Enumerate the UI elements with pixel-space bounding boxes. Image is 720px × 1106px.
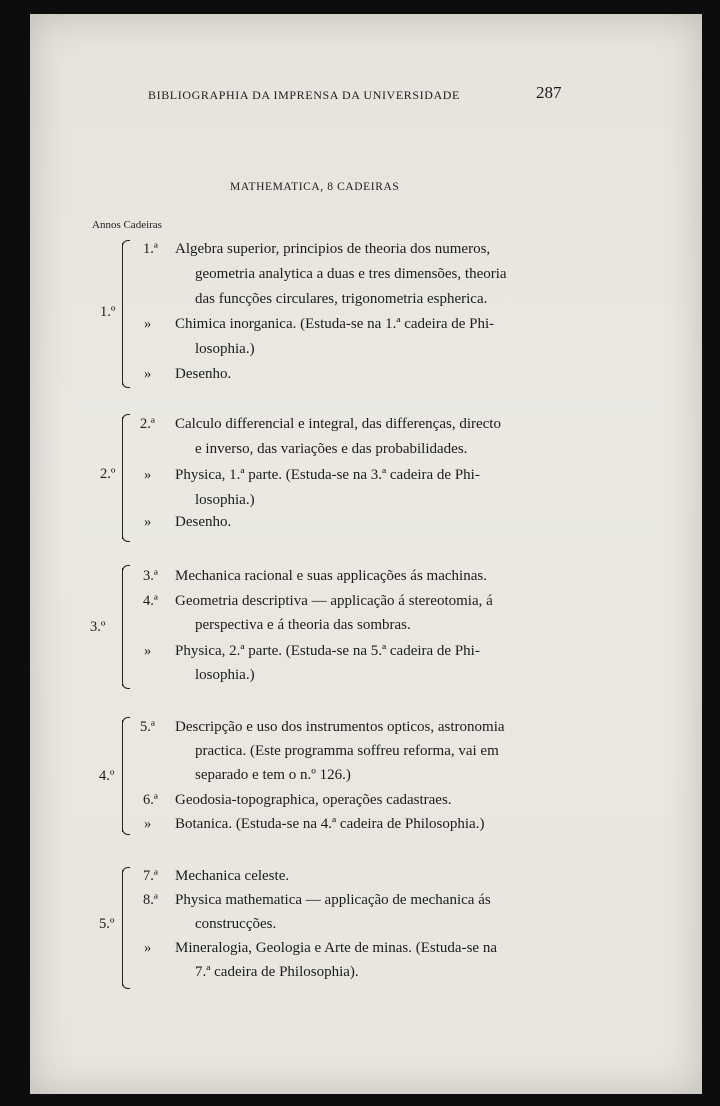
year-1-label: 1.º — [100, 304, 116, 320]
year-1-brace — [122, 243, 131, 385]
entry-label: » — [144, 816, 152, 832]
entry-line: separado e tem o n.º 126.) — [195, 767, 351, 783]
entry-line: Descripção e uso dos instrumentos opticos, astronomia — [175, 719, 505, 735]
entry-label: 3.ª — [143, 568, 158, 584]
entry-line: das funcções circulares, trigonometria espherica. — [195, 291, 488, 307]
year-5-brace — [122, 870, 131, 986]
column-header: Annos Cadeiras — [92, 219, 162, 231]
entry-line: Mechanica celeste. — [175, 868, 290, 884]
entry-label: 4.ª — [143, 593, 158, 609]
entry-label: 8.ª — [143, 892, 158, 908]
entry-line: losophia.) — [195, 341, 255, 357]
year-3-label: 3.º — [90, 619, 106, 635]
entry-line: losophia.) — [195, 492, 255, 508]
entry-line: Calculo differencial e integral, das differenças, directo — [175, 416, 501, 432]
entry-line: construcções. — [195, 916, 277, 932]
entry-label: » — [144, 467, 152, 483]
entry-label: 7.ª — [143, 868, 158, 884]
entry-label: 6.ª — [143, 792, 158, 808]
entry-line: Geodosia-topographica, operações cadastraes. — [175, 792, 452, 808]
entry-line: Desenho. — [175, 514, 232, 530]
entry-line: Algebra superior, principios de theoria dos numeros, — [175, 241, 491, 257]
entry-line: Chimica inorganica. (Estuda-se na 1.ª cadeira de Phi- — [175, 316, 495, 332]
section-title: MATHEMATICA, 8 CADEIRAS — [230, 181, 400, 193]
entry-line: Geometria descriptiva — applicação á stereotomia, á — [175, 593, 493, 609]
entry-line: practica. (Este programma soffreu reforma, vai em — [195, 743, 499, 759]
entry-line: e inverso, das variações e das probabilidades. — [195, 441, 468, 457]
entry-line: Desenho. — [175, 366, 232, 382]
entry-line: perspectiva e á theoria das sombras. — [195, 617, 411, 633]
entry-label: 2.ª — [140, 416, 155, 432]
year-4-label: 4.º — [99, 768, 115, 784]
page-number: 287 — [536, 83, 562, 102]
year-5-label: 5.º — [99, 916, 115, 932]
year-2-label: 2.º — [100, 466, 116, 482]
entry-label: » — [144, 366, 152, 382]
year-3-brace — [122, 568, 131, 686]
entry-line: geometria analytica a duas e tres dimensões, theoria — [195, 266, 507, 282]
entry-label: 1.ª — [143, 241, 158, 257]
entry-line: Botanica. (Estuda-se na 4.ª cadeira de Philosophia.) — [175, 816, 485, 832]
entry-line: Physica mathematica — applicação de mechanica ás — [175, 892, 491, 908]
entry-label: » — [144, 643, 152, 659]
year-4-brace — [122, 720, 131, 832]
entry-label: » — [144, 940, 152, 956]
entry-line: losophia.) — [195, 667, 255, 683]
entry-label: 5.ª — [140, 719, 155, 735]
entry-line: Physica, 2.ª parte. (Estuda-se na 5.ª cadeira de Phi- — [175, 643, 480, 659]
entry-line: Mechanica racional e suas applicações ás machinas. — [175, 568, 487, 584]
running-head: BIBLIOGRAPHIA DA IMPRENSA DA UNIVERSIDADE — [148, 88, 460, 102]
year-2-brace — [122, 417, 131, 539]
entry-label: » — [144, 514, 152, 530]
entry-label: » — [144, 316, 152, 332]
entry-line: 7.ª cadeira de Philosophia). — [195, 964, 359, 980]
entry-line: Physica, 1.ª parte. (Estuda-se na 3.ª cadeira de Phi- — [175, 467, 480, 483]
entry-line: Mineralogia, Geologia e Arte de minas. (Estuda-se na — [175, 940, 497, 956]
